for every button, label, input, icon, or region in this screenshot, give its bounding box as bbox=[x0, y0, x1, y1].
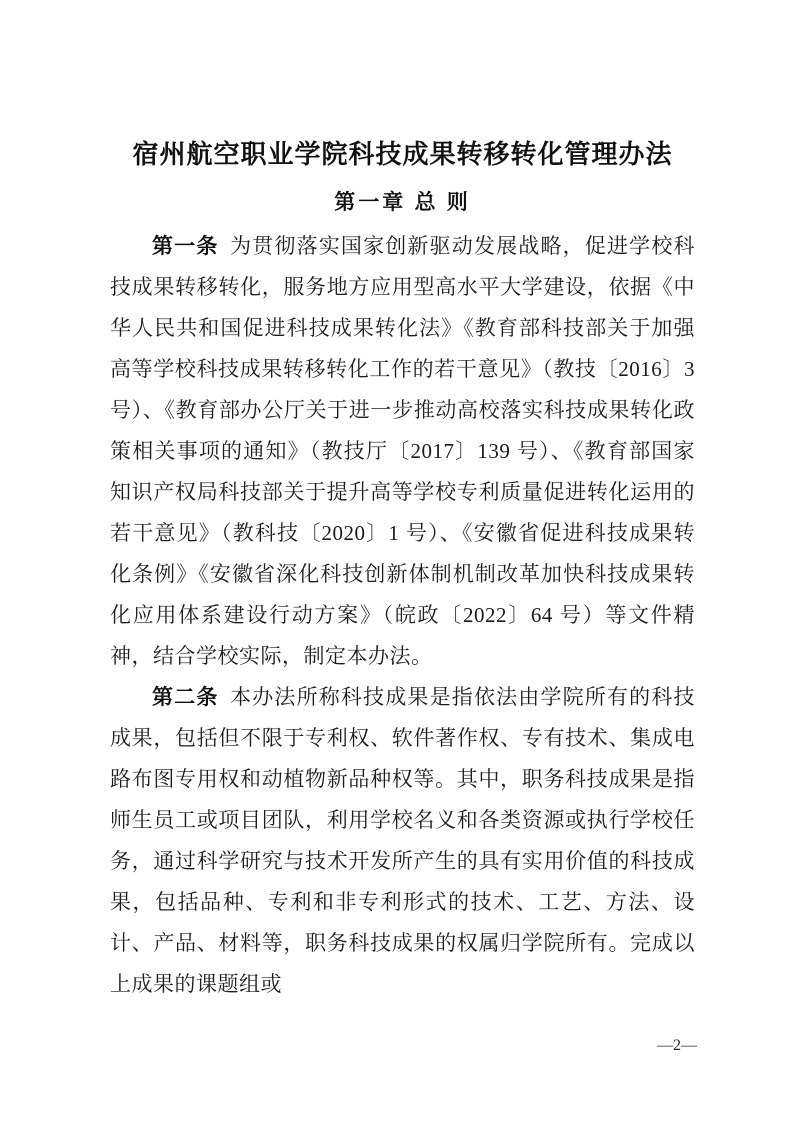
chapter-heading: 第一章 总 则 bbox=[334, 190, 471, 214]
page-number: —2— bbox=[657, 1037, 697, 1054]
article-2-text: 本办法所称科技成果是指依法由学院所有的科技成果，包括但不限于专利权、软件著作权、专有技术、集成电路布图专用权和动植物新品种权等。其中，职务科技成果是指师生员工或项目团队，利用学校名义和各类资源或执行学校任务，通过科学研究与技术开发所产生的具有实用价值的科技成果，包括品种、专利和非专利形式的技术、工艺、方法、设计、产品、材料等，职务科技成果的权属归学院所有。完成以上成果的课题组或 bbox=[110, 685, 695, 996]
article-paragraph-2 bbox=[110, 677, 695, 1005]
article-paragraph-1 bbox=[110, 226, 695, 677]
article-1-label: 第一条 bbox=[152, 234, 219, 258]
document-body bbox=[110, 226, 695, 1005]
article-2-label: 第二条 bbox=[152, 685, 219, 709]
document-content bbox=[110, 138, 695, 1005]
article-1-text: 为贯彻落实国家创新驱动发展战略，促进学校科技成果转移转化，服务地方应用型高水平大学建设，依据《中华人民共和国促进科技成果转化法》《教育部科技部关于加强高等学校科技成果转移转化工作的若干意见》（教技〔2016〕3 号）、《教育部办公厅关于进一步推动高校落实科技成果转化政策相关事项的通知》（教技厅〔2017〕139 号）、《教育部国家知识产权局科技部关于提升高等学校专利质量促进转化运用的若干意见》（教科技〔2020〕1 号）、《安徽省促进科技成果转化条例》《安徽省深化科技创新体制机制改革加快科技成果转化应用体系建设行动方案》（皖政〔2022〕64 号）等文件精神，结合学校实际，制定本办法。 bbox=[110, 234, 695, 668]
document-title: 宿州航空职业学院科技成果转移转化管理办法 bbox=[132, 140, 673, 169]
